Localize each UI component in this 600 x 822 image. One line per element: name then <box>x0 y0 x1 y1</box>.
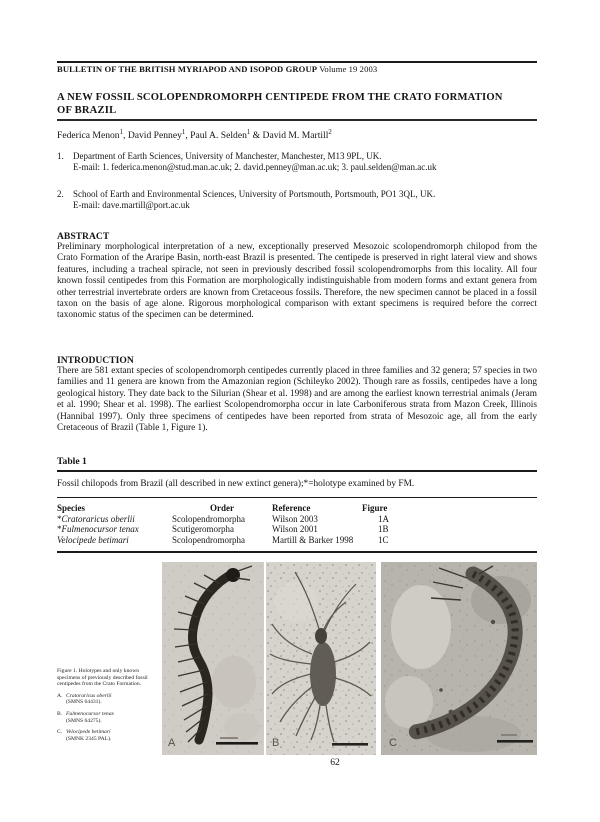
figure-panel-b <box>266 562 376 755</box>
cell-order: Scolopendromorpha <box>172 513 245 524</box>
affiliation-1-address: Department of Earth Sciences, University of Manchester, Manchester, M13 9PL, UK. <box>73 151 382 161</box>
fossil-photo-velocipede <box>381 562 537 755</box>
table-caption: Fossil chilopods from Brazil (all described in new extinct genera);*=holotype examined by FM. <box>57 479 415 489</box>
scale-bar <box>332 743 368 746</box>
figure-panel-c <box>381 562 537 755</box>
col-header-order: Order <box>210 503 234 513</box>
affiliation-2-address: School of Earth and Environmental Sciences, University of Portsmouth, Portsmouth, PO1 3QL, UK. <box>73 189 436 199</box>
figure-panel-a <box>162 562 264 755</box>
author-3-affmark: 1 <box>246 129 251 136</box>
article-title <box>57 91 537 117</box>
panel-label-b: B <box>272 737 280 749</box>
affiliation-2-number: 2. <box>57 189 64 199</box>
item-b-specimen: (SMNS 64275). <box>66 717 102 724</box>
running-head <box>57 64 537 74</box>
cell-order: Scolopendromorpha <box>172 534 245 545</box>
col-header-figure: Figure <box>362 503 388 513</box>
fossil-photo-cratoraricus <box>162 562 264 755</box>
fossil-chilopods-table <box>57 503 537 545</box>
item-c-letter: C. <box>57 729 63 736</box>
table-top-rule <box>57 470 537 472</box>
introduction-heading: INTRODUCTION <box>57 355 134 366</box>
cell-species <box>57 524 172 535</box>
cell-species <box>57 514 172 525</box>
scale-bar <box>216 742 258 745</box>
cell-order: Scutigeromorpha <box>172 524 234 535</box>
cell-figure: 1B <box>378 524 389 535</box>
figure-caption-intro: Figure 1. Holotypes and only known specimens of previously described fossil centipedes from the Crato Formation. <box>57 668 148 688</box>
species-name: Fulmenocursor tenax <box>61 524 139 535</box>
author-1: Federica Menon <box>57 130 120 141</box>
table-row <box>57 514 537 525</box>
author-4: & David M. Martill <box>250 130 329 141</box>
item-c-species: Velocipede betimari <box>66 729 111 736</box>
cell-figure: 1A <box>378 513 389 524</box>
author-4-affmark: 2 <box>328 129 332 136</box>
figure-caption-item-a <box>57 693 159 706</box>
abstract-body: Preliminary morphological interpretation of a new, exceptionally preserved Mesozoic scolopendromorph chilopod from the Crato Formation of the Araripe Basin, north-east Brazil is presented. The centipede is preserved in right lateral view and shows features, including a tracheal spiracle, not seen in previously described fossil scolopendromorphs from this locality. All four known fossil centipedes from this Formation are morphologically indistinguishable from modern forms and extant genera from other terrestrial invertebrate orders are known from Cretaceous fossils. Therefore, the new specimen cannot be placed in a fossil taxon on the basis of age alone. Rigorous morphological comparison with extant specimens is required before the correct taxonomic status of the specimen can be determined. <box>57 242 537 321</box>
page-number: 62 <box>330 757 340 768</box>
scale-bar <box>497 740 533 743</box>
item-a-specimen: (SMNS 64431). <box>66 699 102 706</box>
table-bottom-rule <box>57 551 537 553</box>
figure-caption-item-c <box>57 729 159 742</box>
title-rule <box>57 119 537 121</box>
species-name: Velocipede betimari <box>57 534 129 545</box>
item-a-species: Cratoraricus oberlii <box>66 692 112 699</box>
col-header-species: Species <box>57 503 85 513</box>
col-header-reference: Reference <box>272 503 311 513</box>
author-2: , David Penney <box>123 130 182 141</box>
figure-caption <box>57 668 159 742</box>
affiliation-2-email: E-mail: dave.martill@port.ac.uk <box>73 200 190 210</box>
cell-reference: Wilson 2001 <box>272 524 318 535</box>
cell-figure: 1C <box>378 534 389 545</box>
affiliation-1 <box>57 151 553 173</box>
volume-info: Volume 19 2003 <box>319 64 378 74</box>
table-label: Table 1 <box>57 456 87 467</box>
holotype-asterisk: * <box>57 513 62 524</box>
introduction-body: There are 581 extant species of scolopendromorph centipedes currently placed in three families and 32 genera; 57 species in two families and 11 genera are known from the Amazonian region (Schileyko 2002). Though rare as fossils, centipedes have a long geological history. They date back to the Silurian (Shear et al. 1998) and are among the earliest known terrestrial animals (Jeram et al. 1990; Shear et al. 1998). The earliest Scolopendromorpha occur in late Carboniferous strata from Mazon Creek, Illinois (Hannibal 1997). Only three specimens of centipedes have been reported from strata of Mesozoic age, all from the early Cretaceous of Brazil (Table 1, Figure 1). <box>57 366 537 434</box>
article-title-line2: OF BRAZIL <box>57 105 117 116</box>
panel-label-c: C <box>389 737 397 749</box>
author-1-affmark: 1 <box>119 129 124 136</box>
table-row <box>57 524 537 535</box>
affiliation-2 <box>57 189 553 211</box>
cell-reference: Wilson 2003 <box>272 513 318 524</box>
species-name: Cratoraricus oberlii <box>61 513 135 524</box>
cell-reference: Martill & Barker 1998 <box>272 534 354 545</box>
scutigeromorph-body <box>310 642 336 706</box>
affiliation-1-number: 1. <box>57 151 64 161</box>
figure-caption-item-b <box>57 711 159 724</box>
item-a-letter: A. <box>57 692 63 699</box>
author-2-affmark: 1 <box>181 129 186 136</box>
author-byline <box>57 129 537 141</box>
table-header-row <box>57 503 537 514</box>
scale-text-smudge <box>220 737 238 739</box>
bulletin-title: BULLETIN OF THE BRITISH MYRIAPOD AND ISOPOD GROUP <box>57 64 318 74</box>
fossil-photo-fulmenocursor <box>266 562 376 755</box>
abstract-heading: ABSTRACT <box>57 231 110 242</box>
item-c-specimen: (SMNK 2345 PAL). <box>66 735 112 742</box>
top-rule <box>57 61 537 63</box>
scale-text-smudge <box>501 734 517 736</box>
item-b-species: Fulmenocursor tenax <box>66 710 115 717</box>
cell-species <box>57 535 172 546</box>
table-mid-rule <box>57 497 537 498</box>
table-row <box>57 535 537 546</box>
item-b-letter: B. <box>57 710 63 717</box>
affiliation-1-email: E-mail: 1. federica.menon@stud.man.ac.uk; 2. david.penney@man.ac.uk; 3. paul.selden@man.ac.uk <box>73 162 437 172</box>
holotype-asterisk: * <box>57 524 62 535</box>
article-title-line1: A NEW FOSSIL SCOLOPENDROMORPH CENTIPEDE FROM THE CRATO FORMATION <box>57 92 503 103</box>
author-3: , Paul A. Selden <box>185 130 247 141</box>
panel-label-a: A <box>168 737 176 749</box>
